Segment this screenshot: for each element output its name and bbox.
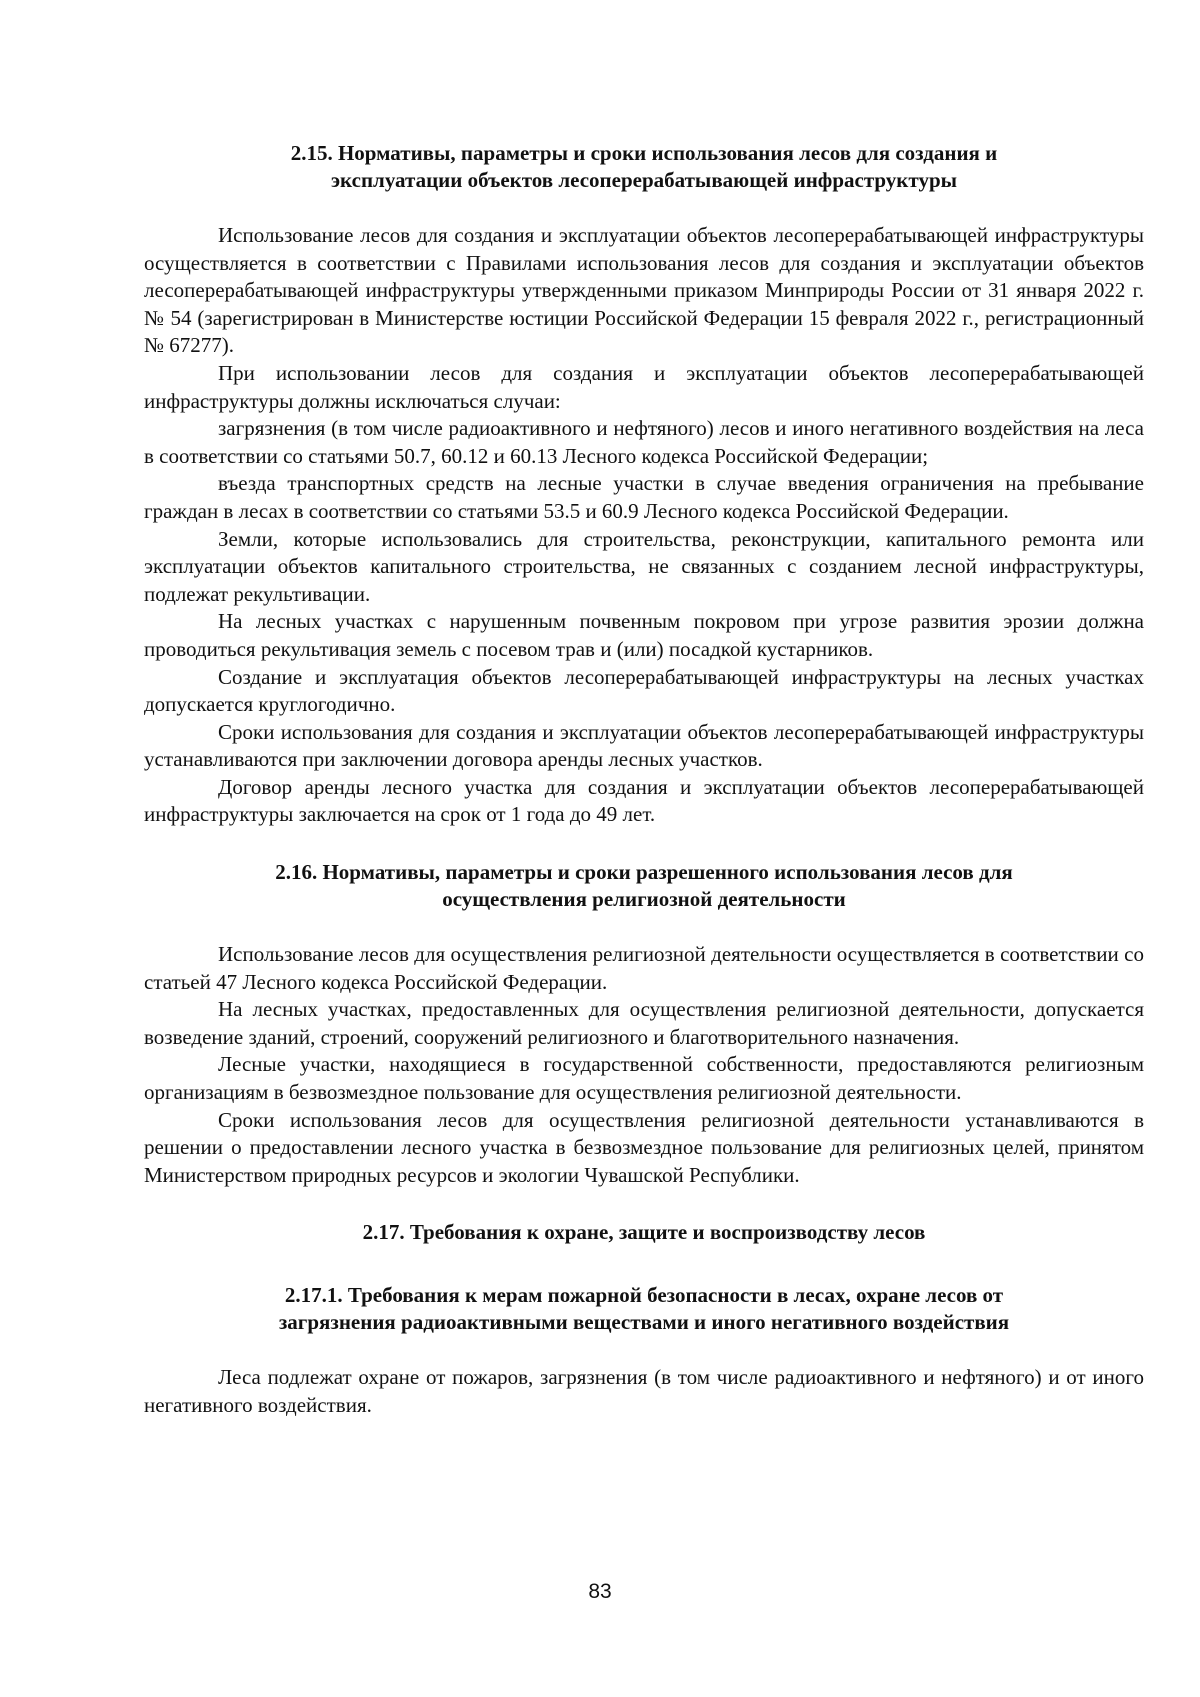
- paragraph: При использовании лесов для создания и эксплуатации объектов лесоперерабатывающей инфраструктуры должны исключаться случаи:: [144, 360, 1144, 413]
- heading-line: эксплуатации объектов лесоперерабатывающей инфраструктуры: [330, 168, 958, 192]
- section-heading-2-17-1: [144, 1282, 1144, 1336]
- paragraph: Леса подлежат охране от пожаров, загрязнения (в том числе радиоактивного и нефтяного) и от иного негативного воздействия.: [144, 1365, 1144, 1417]
- page-number: 83: [588, 1580, 612, 1603]
- paragraph: загрязнения (в том числе радиоактивного и нефтяного) лесов и иного негативного воздействия на леса в соответствии со статьями 50.7, 60.12 и 60.13 Лесного кодекса Российской Федерации;: [144, 416, 1144, 468]
- paragraph: Использование лесов для осуществления религиозной деятельности осуществляется в соответствии со статьей 47 Лесного кодекса Российской Федерации.: [144, 942, 1144, 994]
- page-content: [144, 140, 1144, 1420]
- heading-line: загрязнения радиоактивными веществами и иного негативного воздействия: [278, 1310, 1010, 1335]
- paragraph: Использование лесов для создания и эксплуатации объектов лесоперерабатывающей инфраструктуры осуществляется в соответствии с Правилами использования лесов для создания и эксплуатации объектов лесоперерабатывающей инфраструктуры утвержденными приказом Минприроды России от 31 января 2022 г. № 54 (зарегистрирован в Министерстве юстиции Российской Федерации 15 февраля 2022 г., регистрационный № 67277).: [144, 223, 1144, 358]
- section-heading-2-17: [144, 1219, 1144, 1246]
- paragraph: Создание и эксплуатация объектов лесоперерабатывающей инфраструктуры на лесных участках допускается круглогодично.: [144, 664, 1144, 717]
- paragraph: На лесных участках, предоставленных для осуществления религиозной деятельности, допускается возведение зданий, строений, сооружений религиозного и благотворительного назначения.: [144, 997, 1144, 1049]
- paragraph: въезда транспортных средств на лесные участки в случае введения ограничения на пребывание граждан в лесах в соответствии со статьями 53.5 и 60.9 Лесного кодекса Российской Федерации.: [144, 471, 1144, 523]
- paragraph: Сроки использования для создания и эксплуатации объектов лесоперерабатывающей инфраструктуры устанавливаются при заключении договора аренды лесных участков.: [144, 719, 1144, 772]
- heading-line: 2.15. Нормативы, параметры и сроки использования лесов для создания и: [290, 141, 998, 165]
- heading-line: 2.17.1. Требования к мерам пожарной безопасности в лесах, охране лесов от: [284, 1283, 1004, 1308]
- heading-line: 2.16. Нормативы, параметры и сроки разрешенного использования лесов для: [275, 860, 1013, 885]
- paragraph: На лесных участках с нарушенным почвенным покровом при угрозе развития эрозии должна проводиться рекультивация земель с посевом трав и (или) посадкой кустарников.: [144, 609, 1144, 661]
- paragraph: Лесные участки, находящиеся в государственной собственности, предоставляются религиозным организациям в безвозмездное пользование для осуществления религиозной деятельности.: [144, 1052, 1144, 1105]
- heading-line: 2.17. Требования к охране, защите и воспроизводству лесов: [362, 1220, 926, 1245]
- section-heading-2-16: [144, 859, 1144, 913]
- paragraph: Земли, которые использовались для строительства, реконструкции, капитального ремонта или эксплуатации объектов капитального строительства, не связанных с созданием лесной инфраструктуры, подлежат рекультивации.: [144, 526, 1144, 606]
- paragraph: Сроки использования лесов для осуществления религиозной деятельности устанавливаются в решении о предоставлении лесного участка в безвозмездное пользование для религиозных целей, принятом Министерством природных ресурсов и экологии Чувашской Республики.: [144, 1107, 1144, 1187]
- section-heading-2-15: [144, 140, 1144, 194]
- paragraph: Договор аренды лесного участка для создания и эксплуатации объектов лесоперерабатывающей инфраструктуры заключается на срок от 1 года до 49 лет.: [144, 774, 1144, 827]
- heading-line: осуществления религиозной деятельности: [442, 887, 846, 912]
